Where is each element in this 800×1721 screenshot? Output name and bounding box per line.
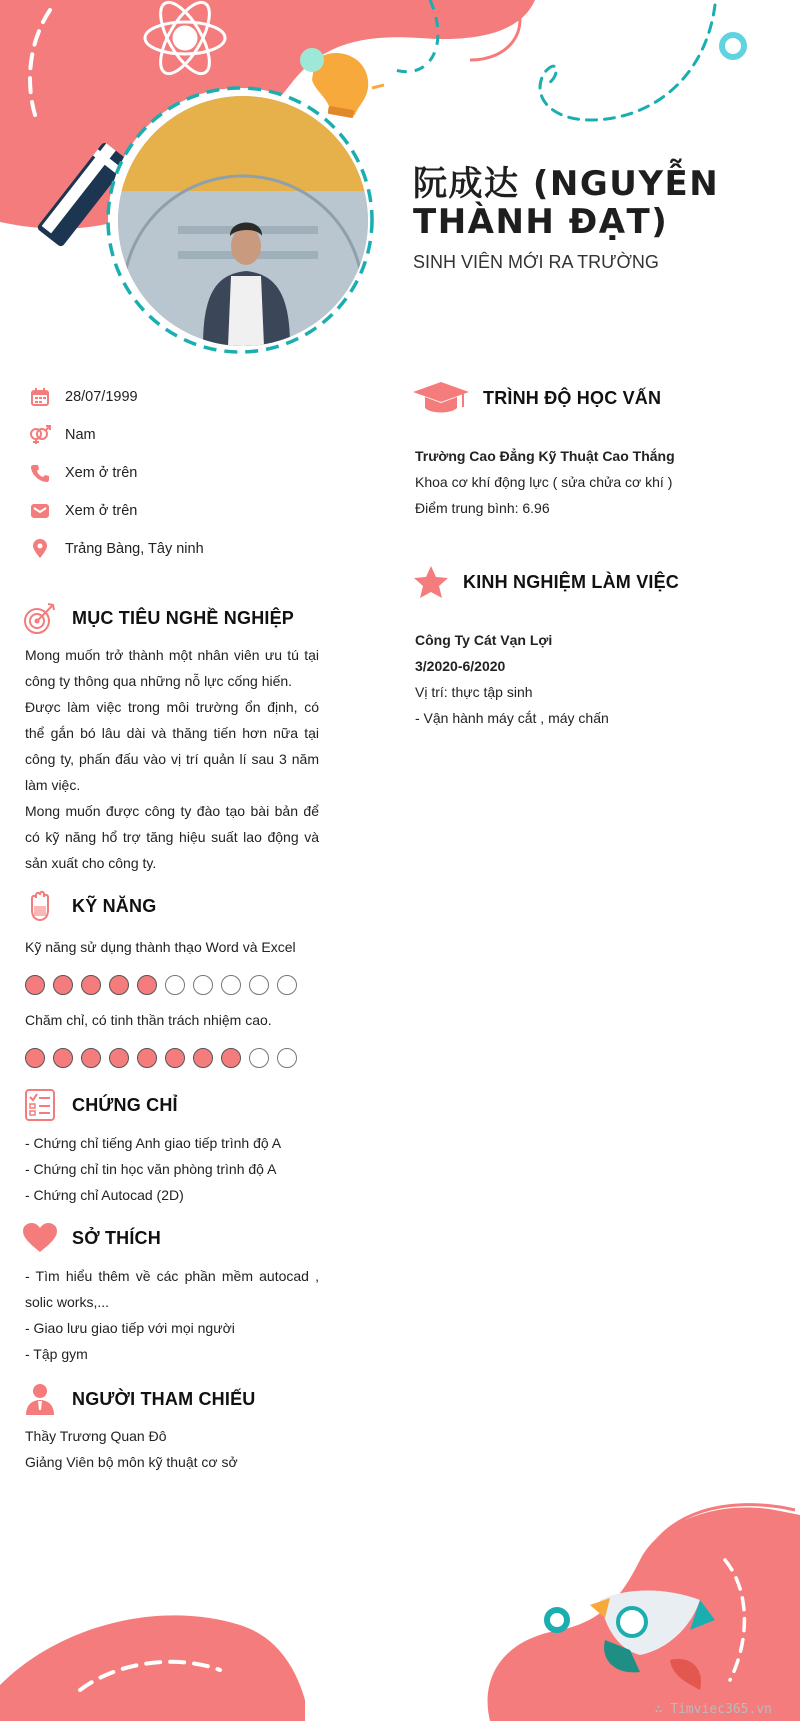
experience-title: KINH NGHIỆM LÀM VIỆC [463,571,680,592]
certificates-header [22,1087,178,1123]
education-title: TRÌNH ĐỘ HỌC VẤN [483,387,662,408]
rating-dot-filled [81,975,101,995]
career-goal-header [22,600,294,636]
list-item: - Chứng chỉ tiếng Anh giao tiếp trình độ A [25,1135,282,1151]
rating-dot-filled [53,1048,73,1068]
skills-header [22,888,156,924]
company-name: Công Ty Cát Vạn Lợi [415,632,553,648]
education-details [415,443,775,521]
rating-dot-empty [193,975,213,995]
rating-dot-filled [193,1048,213,1068]
watermark: ∴ Timviec365.vn [654,1702,772,1717]
profile-photo [118,96,368,346]
list-item: - Chứng chỉ Autocad (2D) [25,1187,184,1203]
hobbies-title: SỞ THÍCH [72,1227,161,1248]
contact-birthdate: 28/07/1999 [28,385,138,409]
career-goal-text: Mong muốn trở thành một nhân viên ưu tú tại công ty thông qua những nỗ lực cống hiến. Được làm việc trong môi trường ổn định, có thể gắn bó lâu dài và thăng tiến hơn nữa tại công ty, phấn đấu vào vị trí quản lí sau 3 năm làm việc. Mong muốn được công ty đào tạo bài bản để có kỹ năng hổ trợ tăng hiệu suất lao động và sản xuất cho công ty. [25,647,319,871]
checklist-icon [22,1087,58,1123]
references-header [22,1381,255,1417]
experience-details [415,627,775,731]
skill-1-rating [25,975,297,995]
education-major: Khoa cơ khí động lực ( sửa chửa cơ khí ) [415,474,673,490]
experience-header [413,564,679,600]
candidate-title: SINH VIÊN MỚI RA TRƯỜNG [413,252,659,272]
work-position: Vị trí: thực tập sinh [415,684,533,700]
rating-dot-filled [25,975,45,995]
graduation-cap-icon [413,380,469,416]
references-text: Thầy Trương Quan Đô Giảng Viên bộ môn kỹ thuật cơ sở [25,1428,238,1470]
contact-gender: Nam [28,423,96,447]
references-title: NGƯỜI THAM CHIẾU [72,1388,256,1409]
skills-title: KỸ NĂNG [72,895,157,916]
contact-address: Trảng Bàng, Tây ninh [28,537,204,561]
rating-dot-filled [165,1048,185,1068]
rating-dot-empty [249,975,269,995]
certificates-title: CHỨNG CHỈ [72,1094,178,1115]
candidate-name: 阮成达 (NGUYỄN THÀNH ĐẠT) [413,164,720,242]
list-item: - Giao lưu giao tiếp với mọi người [25,1320,235,1336]
list-item: - Tìm hiểu thêm về các phần mềm autocad , solic works,... [25,1268,319,1310]
rating-dot-empty [249,1048,269,1068]
rating-dot-empty [165,975,185,995]
hand-fist-icon [22,888,58,924]
work-duty: - Vận hành máy cắt , máy chấn [415,710,609,726]
work-period: 3/2020-6/2020 [415,658,506,674]
star-icon [413,564,449,600]
rating-dot-empty [221,975,241,995]
career-goal-title: MỤC TIÊU NGHỀ NGHIỆP [72,607,295,628]
hobbies-header [22,1220,161,1256]
hobbies-list [25,1263,319,1367]
heart-icon [22,1220,58,1256]
person-icon [22,1381,58,1417]
rating-dot-filled [221,1048,241,1068]
certificates-list [25,1130,325,1208]
education-header [413,380,661,416]
contact-phone: Xem ở trên [28,461,137,485]
rating-dot-filled [25,1048,45,1068]
rating-dot-filled [81,1048,101,1068]
gender-icon [28,423,52,447]
skill-2-label: Chăm chỉ, có tinh thần trách nhiệm cao. [25,1012,272,1028]
list-item: - Tập gym [25,1346,88,1362]
school-name: Trường Cao Đẳng Kỹ Thuật Cao Thắng [415,448,675,464]
skill-1-label: Kỹ năng sử dụng thành thạo Word và Excel [25,939,296,955]
rating-dot-filled [137,1048,157,1068]
light-bulb-icon [300,48,384,118]
skill-2-rating [25,1048,297,1068]
rating-dot-filled [53,975,73,995]
target-icon [22,600,58,636]
email-icon [28,499,52,523]
education-gpa: Điểm trung bình: 6.96 [415,500,550,516]
rating-dot-filled [137,975,157,995]
phone-icon [28,461,52,485]
list-item: - Chứng chỉ tin học văn phòng trình độ A [25,1161,277,1177]
rating-dot-filled [109,975,129,995]
calendar-icon [28,385,52,409]
contact-email: Xem ở trên [28,499,137,523]
rating-dot-filled [109,1048,129,1068]
location-pin-icon [28,537,52,561]
rating-dot-empty [277,1048,297,1068]
rating-dot-empty [277,975,297,995]
